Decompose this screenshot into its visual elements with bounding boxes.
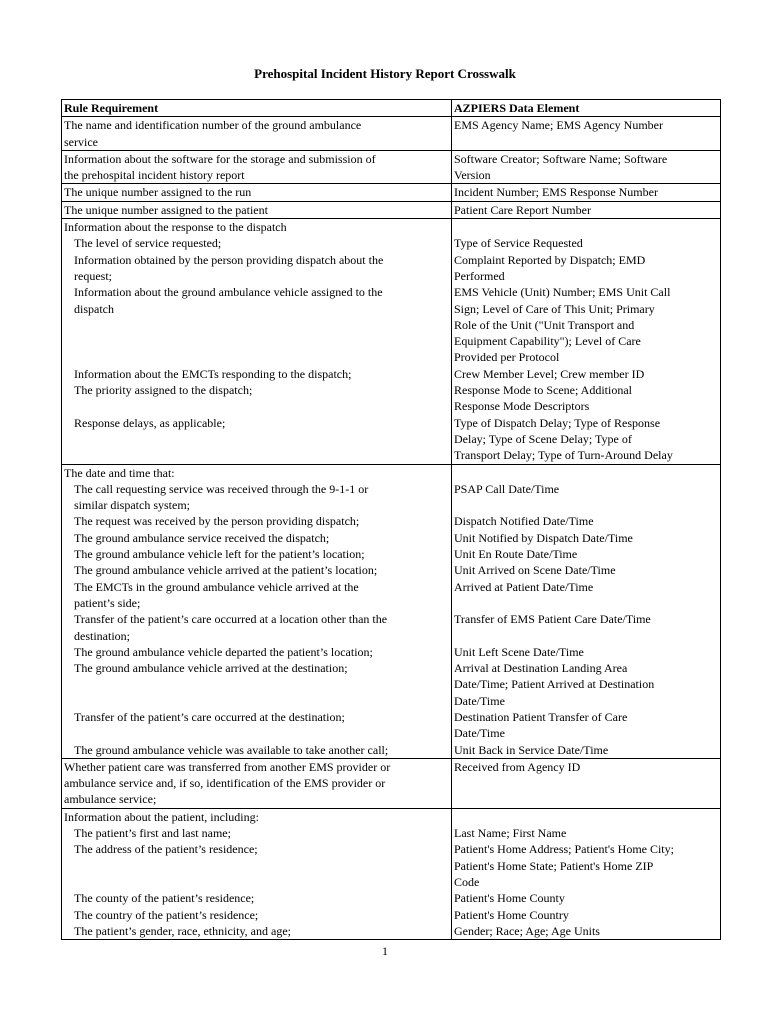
header-rule-requirement: Rule Requirement bbox=[62, 100, 452, 117]
page-number: 1 bbox=[382, 944, 388, 958]
data-element-line: Provided per Protocol bbox=[454, 350, 560, 365]
data-element-line: Incident Number; EMS Response Number bbox=[454, 185, 658, 200]
rule-requirement-line: Transfer of the patient’s care occurred at the destination; bbox=[74, 709, 345, 724]
table-row bbox=[62, 184, 721, 201]
data-element-line: Destination Patient Transfer of Care bbox=[454, 709, 628, 724]
data-element-cell bbox=[452, 808, 721, 939]
rule-requirement-cell bbox=[62, 184, 452, 201]
rule-requirement-line bbox=[64, 874, 449, 890]
data-element-cell bbox=[452, 201, 721, 218]
rule-requirement-line: The unique number assigned to the patient bbox=[64, 202, 268, 217]
rule-requirement-line: The EMCTs in the ground ambulance vehicle arrived at the bbox=[74, 579, 359, 594]
rule-requirement-line bbox=[64, 447, 449, 463]
rule-requirement-line: Transfer of the patient’s care occurred at a location other than the bbox=[74, 612, 388, 627]
data-element-line: Unit En Route Date/Time bbox=[454, 547, 578, 562]
data-element-line bbox=[454, 809, 718, 825]
data-element-line bbox=[454, 465, 718, 481]
data-element-line: Date/Time; Patient Arrived at Destination bbox=[454, 677, 655, 692]
data-element-line: Transport Delay; Type of Turn-Around Delay bbox=[454, 448, 673, 463]
data-element-cell bbox=[452, 464, 721, 758]
rule-requirement-line: The level of service requested; bbox=[74, 236, 222, 251]
data-element-line: Sign; Level of Care of This Unit; Primary bbox=[454, 301, 655, 316]
data-element-cell bbox=[452, 117, 721, 151]
table-row bbox=[62, 117, 721, 151]
table-row bbox=[62, 808, 721, 939]
data-element-line: Software Creator; Software Name; Software bbox=[454, 151, 668, 166]
rule-requirement-line: request; bbox=[74, 268, 112, 283]
rule-requirement-line: The date and time that: bbox=[64, 465, 175, 480]
table-row bbox=[62, 219, 721, 464]
data-element-line: Crew Member Level; Crew member ID bbox=[454, 366, 645, 381]
rule-requirement-line: dispatch bbox=[74, 301, 114, 316]
data-element-line: Gender; Race; Age; Age Units bbox=[454, 923, 600, 938]
data-element-line: Received from Agency ID bbox=[454, 759, 581, 774]
data-element-line: Version bbox=[454, 168, 491, 183]
data-element-line: Date/Time bbox=[454, 726, 505, 741]
rule-requirement-line bbox=[64, 317, 449, 333]
rule-requirement-cell bbox=[62, 808, 452, 939]
rule-requirement-line: Information about the software for the storage and submission of bbox=[64, 151, 376, 166]
data-element-line: Date/Time bbox=[454, 693, 505, 708]
data-element-line: PSAP Call Date/Time bbox=[454, 481, 560, 496]
data-element-line: Arrival at Destination Landing Area bbox=[454, 661, 628, 676]
data-element-line: Complaint Reported by Dispatch; EMD bbox=[454, 252, 646, 267]
rule-requirement-line: Information about the ground ambulance vehicle assigned to the bbox=[74, 285, 383, 300]
data-element-line: Unit Back in Service Date/Time bbox=[454, 742, 609, 757]
data-element-line bbox=[454, 791, 718, 807]
data-element-line: Type of Dispatch Delay; Type of Response bbox=[454, 415, 661, 430]
rule-requirement-line: Response delays, as applicable; bbox=[74, 415, 226, 430]
crosswalk-table-body bbox=[62, 100, 721, 940]
data-element-cell bbox=[452, 184, 721, 201]
rule-requirement-line: The patient’s gender, race, ethnicity, and age; bbox=[74, 923, 291, 938]
data-element-line: Performed bbox=[454, 268, 505, 283]
rule-requirement-line bbox=[64, 398, 449, 414]
rule-requirement-line bbox=[64, 693, 449, 709]
rule-requirement-line: The patient’s first and last name; bbox=[74, 826, 231, 841]
rule-requirement-line: Information about the response to the dispatch bbox=[64, 220, 287, 235]
table-row bbox=[62, 201, 721, 218]
rule-requirement-line: The county of the patient’s residence; bbox=[74, 891, 255, 906]
data-element-line bbox=[454, 134, 718, 150]
data-element-line: Delay; Type of Scene Delay; Type of bbox=[454, 431, 632, 446]
rule-requirement-line: ambulance service and, if so, identification of the EMS provider or bbox=[64, 776, 386, 791]
rule-requirement-cell bbox=[62, 150, 452, 184]
table-row bbox=[62, 758, 721, 808]
data-element-line: Type of Service Requested bbox=[454, 236, 583, 251]
page-title: Prehospital Incident History Report Crosswalk bbox=[254, 66, 516, 81]
rule-requirement-line bbox=[64, 431, 449, 447]
rule-requirement-line: The ground ambulance vehicle left for the patient’s location; bbox=[74, 547, 365, 562]
data-element-line: Unit Arrived on Scene Date/Time bbox=[454, 563, 616, 578]
data-element-line: Role of the Unit ("Unit Transport and bbox=[454, 317, 635, 332]
rule-requirement-line: The country of the patient’s residence; bbox=[74, 907, 259, 922]
data-element-line: Unit Notified by Dispatch Date/Time bbox=[454, 530, 633, 545]
rule-requirement-line: Information obtained by the person providing dispatch about the bbox=[74, 252, 384, 267]
data-element-line: Patient's Home Country bbox=[454, 907, 569, 922]
rule-requirement-line: The ground ambulance vehicle arrived at the patient’s location; bbox=[74, 563, 378, 578]
data-element-cell bbox=[452, 758, 721, 808]
data-element-line: Patient's Home Address; Patient's Home City; bbox=[454, 842, 674, 857]
rule-requirement-cell bbox=[62, 758, 452, 808]
rule-requirement-cell bbox=[62, 464, 452, 758]
rule-requirement-line: The ground ambulance service received the dispatch; bbox=[74, 530, 330, 545]
rule-requirement-line: The ground ambulance vehicle was available to take another call; bbox=[74, 742, 389, 757]
rule-requirement-line: The name and identification number of the ground ambulance bbox=[64, 118, 362, 133]
rule-requirement-cell bbox=[62, 117, 452, 151]
table-row bbox=[62, 150, 721, 184]
data-element-line bbox=[454, 219, 718, 235]
rule-requirement-line: The call requesting service was received through the 9-1-1 or bbox=[74, 481, 369, 496]
crosswalk-table bbox=[61, 99, 721, 940]
rule-requirement-line: The ground ambulance vehicle arrived at the destination; bbox=[74, 661, 348, 676]
rule-requirement-line: The priority assigned to the dispatch; bbox=[74, 383, 253, 398]
data-element-line: Dispatch Notified Date/Time bbox=[454, 514, 594, 529]
data-element-line: EMS Agency Name; EMS Agency Number bbox=[454, 118, 663, 133]
rule-requirement-cell bbox=[62, 201, 452, 218]
rule-requirement-line: The unique number assigned to the run bbox=[64, 185, 252, 200]
data-element-line: Arrived at Patient Date/Time bbox=[454, 579, 594, 594]
rule-requirement-line: destination; bbox=[74, 628, 130, 643]
data-element-line: Response Mode to Scene; Additional bbox=[454, 383, 632, 398]
data-element-line: Transfer of EMS Patient Care Date/Time bbox=[454, 612, 651, 627]
rule-requirement-line bbox=[64, 676, 449, 692]
table-header-row bbox=[62, 100, 721, 117]
data-element-line: Equipment Capability"); Level of Care bbox=[454, 334, 641, 349]
data-element-line: Code bbox=[454, 874, 480, 889]
data-element-line bbox=[454, 595, 718, 611]
rule-requirement-line: Whether patient care was transferred from another EMS provider or bbox=[64, 759, 391, 774]
rule-requirement-line bbox=[64, 725, 449, 741]
rule-requirement-line: The ground ambulance vehicle departed the patient’s location; bbox=[74, 644, 373, 659]
rule-requirement-line: The request was received by the person providing dispatch; bbox=[74, 514, 360, 529]
data-element-line: EMS Vehicle (Unit) Number; EMS Unit Call bbox=[454, 285, 671, 300]
data-element-cell bbox=[452, 150, 721, 184]
data-element-line: Patient's Home County bbox=[454, 891, 565, 906]
rule-requirement-line: service bbox=[64, 134, 98, 149]
rule-requirement-line bbox=[64, 858, 449, 874]
data-element-line: Response Mode Descriptors bbox=[454, 399, 590, 414]
table-row bbox=[62, 464, 721, 758]
rule-requirement-line bbox=[64, 349, 449, 365]
rule-requirement-line bbox=[64, 333, 449, 349]
rule-requirement-line: Information about the EMCTs responding to the dispatch; bbox=[74, 366, 352, 381]
rule-requirement-cell bbox=[62, 219, 452, 464]
rule-requirement-line: ambulance service; bbox=[64, 792, 157, 807]
data-element-cell bbox=[452, 219, 721, 464]
data-element-line: Unit Left Scene Date/Time bbox=[454, 644, 584, 659]
rule-requirement-line: The address of the patient’s residence; bbox=[74, 842, 258, 857]
data-element-line: Last Name; First Name bbox=[454, 826, 567, 841]
data-element-line bbox=[454, 628, 718, 644]
data-element-line bbox=[454, 775, 718, 791]
data-element-line: Patient's Home State; Patient's Home ZIP bbox=[454, 858, 654, 873]
data-element-line bbox=[454, 497, 718, 513]
rule-requirement-line: the prehospital incident history report bbox=[64, 168, 245, 183]
header-azpiers-data-element: AZPIERS Data Element bbox=[452, 100, 721, 117]
rule-requirement-line: patient’s side; bbox=[74, 595, 141, 610]
data-element-line: Patient Care Report Number bbox=[454, 202, 591, 217]
rule-requirement-line: Information about the patient, including: bbox=[64, 809, 259, 824]
rule-requirement-line: similar dispatch system; bbox=[74, 498, 190, 513]
